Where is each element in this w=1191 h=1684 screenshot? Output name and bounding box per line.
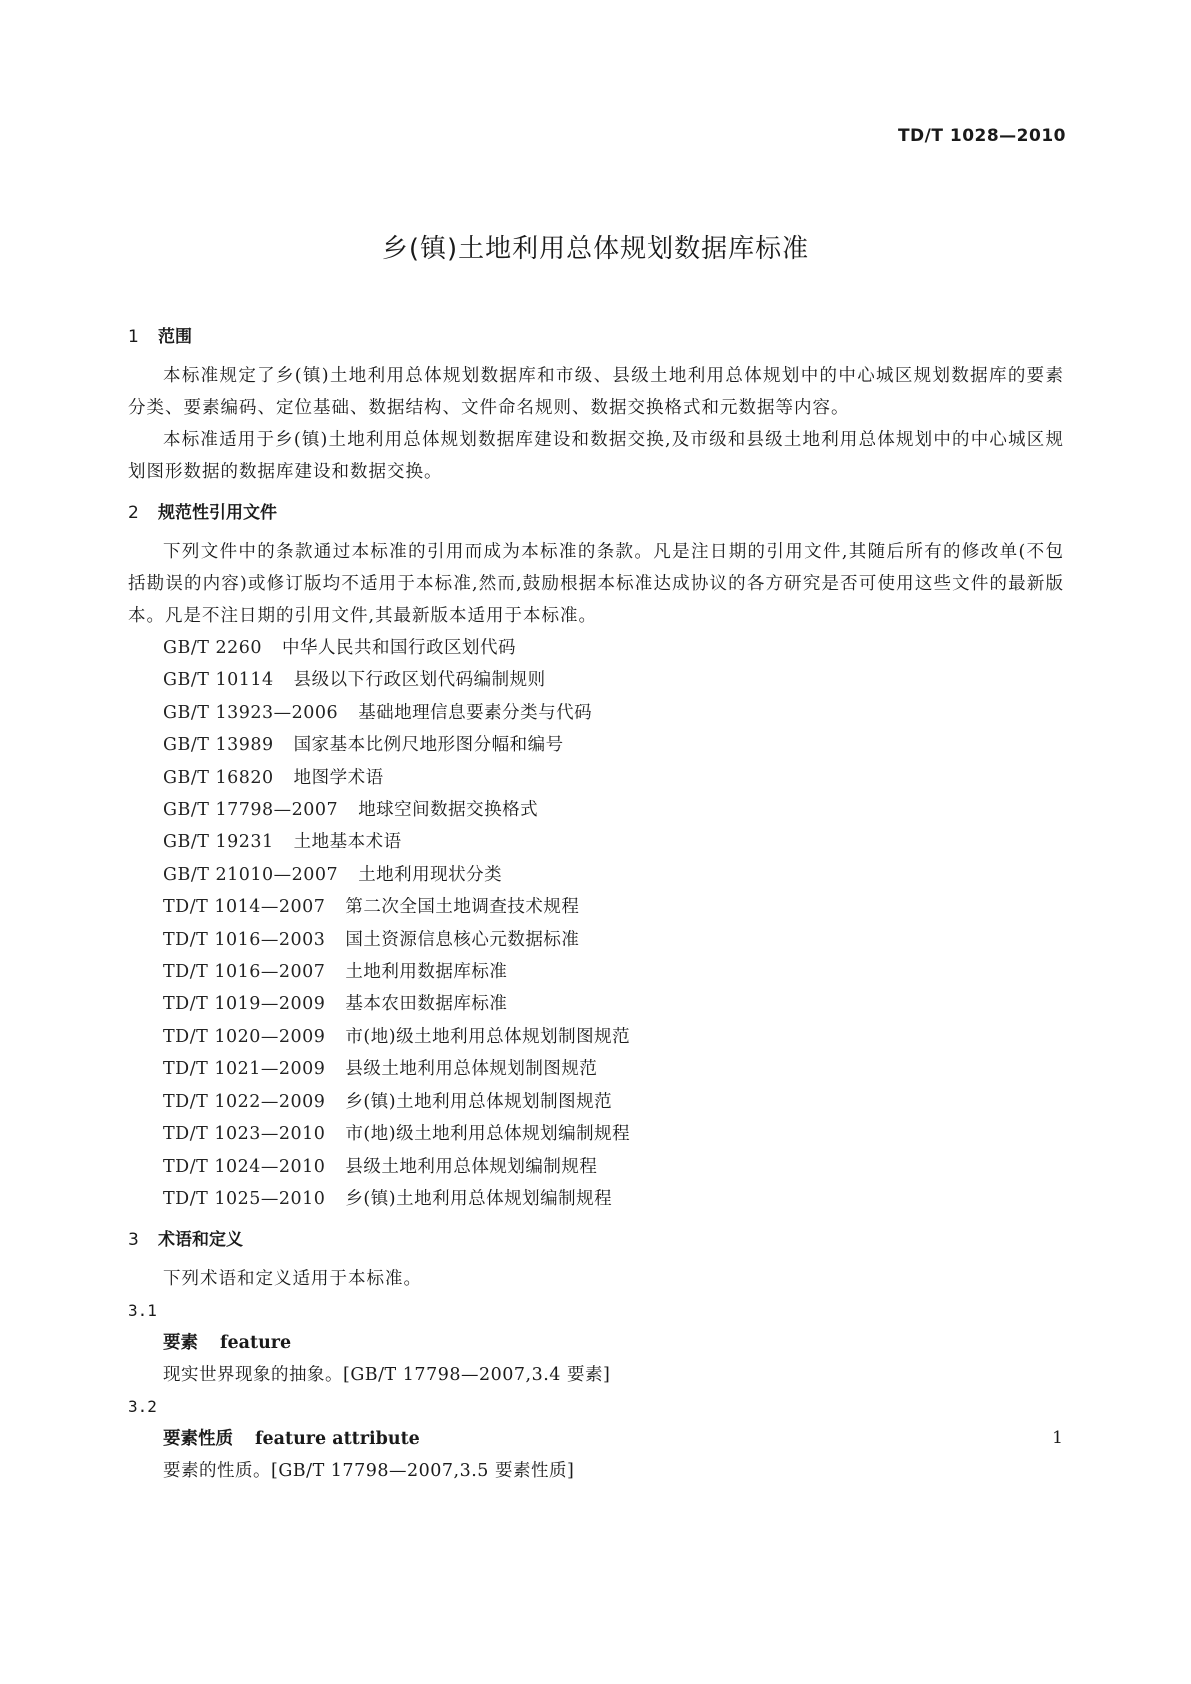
paragraph: 本标准规定了乡(镇)土地利用总体规划数据库和市级、县级土地利用总体规划中的中心城区规划数据库的要素分类、要素编码、定位基础、数据结构、文件命名规则、数据交换格式和元数据等内容。 (128, 366, 1064, 418)
paragraph: 下列术语和定义适用于本标准。 (163, 1269, 422, 1290)
section-title: 范围 (158, 327, 192, 347)
reference-title: 国土资源信息核心元数据标准 (345, 929, 580, 950)
section-heading-terms-definitions (128, 1229, 1064, 1251)
reference-code: GB/T 16820 (163, 767, 274, 788)
reference-item (128, 826, 1064, 858)
reference-code: TD/T 1022—2009 (163, 1091, 326, 1112)
reference-title: 土地基本术语 (293, 832, 402, 853)
term-name-zh: 要素 (163, 1333, 198, 1354)
reference-title: 市(地)级土地利用总体规划编制规程 (345, 1124, 631, 1145)
section-title: 规范性引用文件 (158, 503, 277, 523)
section-title: 术语和定义 (158, 1230, 243, 1251)
reference-item (128, 1021, 1064, 1053)
term-name-en: feature attribute (255, 1429, 420, 1450)
reference-title: 地图学术语 (293, 767, 384, 788)
reference-item (128, 794, 1064, 826)
term-name-en: feature (220, 1333, 292, 1354)
term-name (128, 1423, 1064, 1455)
reference-title: 第二次全国土地调查技术规程 (345, 897, 580, 918)
reference-title: 乡(镇)土地利用总体规划编制规程 (345, 1188, 613, 1209)
reference-item (128, 1183, 1064, 1215)
reference-title: 县级土地利用总体规划制图规范 (345, 1059, 598, 1080)
reference-item (128, 1053, 1064, 1085)
standard-code: TD/T 1028—2010 (897, 126, 1066, 146)
reference-title: 基础地理信息要素分类与代码 (358, 702, 593, 723)
reference-title: 乡(镇)土地利用总体规划制图规范 (345, 1091, 613, 1112)
reference-title: 国家基本比例尺地形图分幅和编号 (293, 735, 564, 756)
reference-item (128, 697, 1064, 729)
reference-code: TD/T 1021—2009 (163, 1059, 326, 1080)
section-number: 2 (128, 503, 139, 523)
section-heading-normative-references (128, 502, 1064, 524)
reference-code: GB/T 10114 (163, 670, 274, 691)
section-heading-scope (128, 326, 1064, 348)
reference-code: GB/T 2260 (163, 638, 263, 658)
reference-item (128, 988, 1064, 1020)
reference-title: 地球空间数据交换格式 (358, 800, 539, 821)
reference-code: TD/T 1014—2007 (163, 897, 326, 918)
reference-code: TD/T 1024—2010 (163, 1156, 326, 1177)
reference-title: 土地利用现状分类 (358, 864, 503, 885)
reference-title: 中华人民共和国行政区划代码 (282, 638, 517, 658)
reference-code: TD/T 1016—2003 (163, 929, 326, 950)
reference-title: 基本农田数据库标准 (345, 994, 508, 1015)
reference-item (128, 632, 1064, 664)
document-title: 乡(镇)土地利用总体规划数据库标准 (381, 234, 810, 264)
reference-item (128, 891, 1064, 923)
paragraph: 下列文件中的条款通过本标准的引用而成为本标准的条款。凡是注日期的引用文件,其随后所有的修改单(不包括勘误的内容)或修订版均不适用于本标准,然而,鼓励根据本标准达成协议的各方研究是否可使用这些文件的最新版本。凡是不注日期的引用文件,其最新版本适用于本标准。 (128, 542, 1064, 626)
term-definition: 现实世界现象的抽象。[GB/T 17798—2007,3.4 要素] (163, 1365, 611, 1386)
reference-item (128, 729, 1064, 761)
section-number: 1 (128, 327, 139, 347)
reference-code: TD/T 1016—2007 (163, 962, 326, 983)
reference-item (128, 1151, 1064, 1183)
reference-item (128, 956, 1064, 988)
reference-item (128, 1086, 1064, 1118)
reference-item (128, 1118, 1064, 1150)
reference-title: 土地利用数据库标准 (345, 962, 508, 983)
reference-list (128, 632, 1064, 1215)
reference-item (128, 762, 1064, 794)
reference-title: 市(地)级土地利用总体规划制图规范 (345, 1026, 631, 1047)
term-name (128, 1327, 1064, 1359)
document-body (128, 326, 1064, 1487)
reference-code: GB/T 21010—2007 (163, 864, 339, 885)
term-number: 3.1 (128, 1301, 157, 1321)
reference-title: 县级土地利用总体规划编制规程 (345, 1156, 598, 1177)
paragraph: 本标准适用于乡(镇)土地利用总体规划数据库建设和数据交换,及市级和县级土地利用总体规划中的中心城区规划图形数据的数据库建设和数据交换。 (128, 430, 1064, 482)
reference-code: TD/T 1019—2009 (163, 994, 326, 1015)
term-definition: 要素的性质。[GB/T 17798—2007,3.5 要素性质] (163, 1461, 575, 1482)
term-name-zh: 要素性质 (163, 1429, 233, 1450)
reference-code: GB/T 13989 (163, 735, 274, 756)
reference-code: TD/T 1025—2010 (163, 1188, 326, 1209)
reference-item (128, 924, 1064, 956)
reference-code: TD/T 1020—2009 (163, 1026, 326, 1047)
reference-title: 县级以下行政区划代码编制规则 (293, 670, 546, 691)
reference-code: GB/T 13923—2006 (163, 702, 339, 723)
reference-code: GB/T 19231 (163, 832, 274, 853)
reference-item (128, 859, 1064, 891)
term-number: 3.2 (128, 1397, 157, 1417)
reference-item (128, 664, 1064, 696)
reference-code: GB/T 17798—2007 (163, 800, 339, 821)
reference-code: TD/T 1023—2010 (163, 1124, 326, 1145)
page-number: 1 (1052, 1428, 1063, 1448)
section-number: 3 (128, 1230, 139, 1251)
